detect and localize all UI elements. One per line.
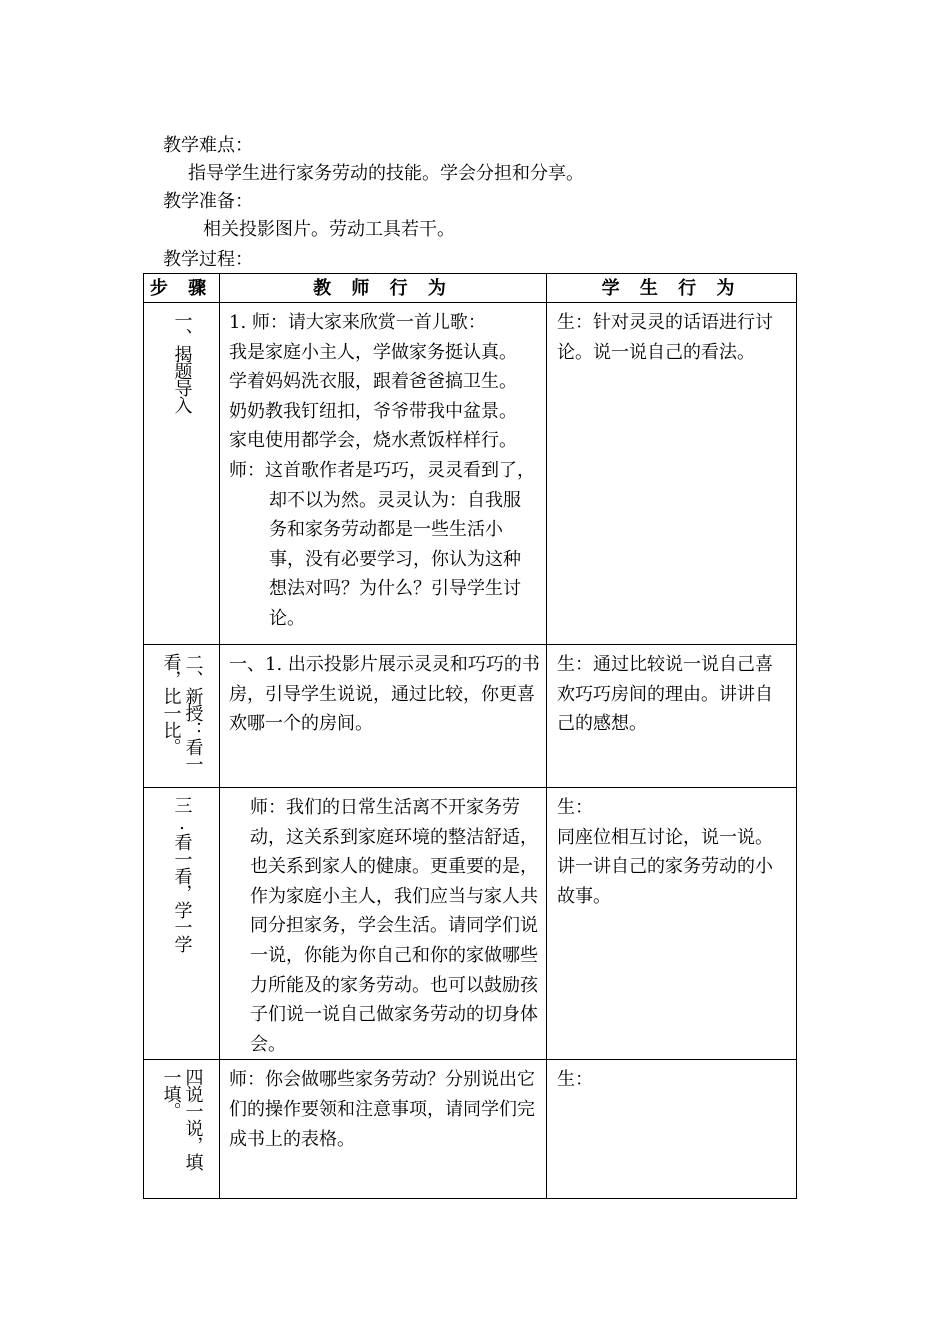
step-label: 三.看一看，学一学 <box>171 796 193 952</box>
teacher-text: 一、1. 出示投影片展示灵灵和巧巧的书房，引导学生说说，通过比较，你更喜欢哪一个的房间。 <box>229 654 540 735</box>
step-label: 四说一说，填一填。 <box>160 1068 204 1171</box>
teacher-line: 事，没有必要学习，你认为这种 <box>269 548 521 570</box>
teacher-text: 师：你会做哪些家务劳动？分别说出它们的操作要领和注意事项，请同学们完成书上的表格。 <box>229 1069 535 1150</box>
student-text: 生：针对灵灵的话语进行讨论。说一说自己的看法。 <box>557 312 773 363</box>
teacher-line: 1. 师：请大家来欣赏一首儿歌： <box>229 312 486 333</box>
difficulty-label: 教学难点： <box>163 135 253 156</box>
teacher-cell <box>220 1060 547 1199</box>
student-text <box>547 788 796 911</box>
teacher-line: 却不以为然。灵灵认为：自我服 <box>269 489 521 511</box>
step-label: 一、揭题导入 <box>171 311 193 413</box>
table-row <box>144 788 797 1060</box>
teacher-line: 师：这首歌作者是巧巧，灵灵看到了， <box>229 459 535 481</box>
table-row <box>144 303 797 645</box>
header-step: 步 骤 <box>144 274 220 303</box>
teacher-cell <box>220 303 547 645</box>
student-body: 同座位相互讨论，说一说。讲一讲自己的家务劳动的小故事。 <box>557 826 773 907</box>
teacher-line: 论。 <box>269 607 305 629</box>
teacher-text: 师：我们的日常生活离不开家务劳动，这关系到家庭环境的整洁舒适，也关系到家人的健康。更重要的是，作为家庭小主人，我们应当与家人共同分担家务，学会生活。请同学们说一说，你能为你自己和你的家做哪些力所能及的家务劳动。也可以鼓励孩子们说一说自己做家务劳动的切身体会。 <box>250 797 538 1055</box>
teacher-line: 奶奶教我钉纽扣，爷爷带我中盆景。 <box>229 400 517 422</box>
teacher-line: 想法对吗？为什么？引导学生讨 <box>269 578 521 600</box>
table-header-row <box>144 274 797 303</box>
student-cell <box>547 788 797 1060</box>
prep-label: 教学准备： <box>163 191 253 212</box>
lesson-process-table <box>143 273 797 1199</box>
teacher-cell <box>220 788 547 1060</box>
student-text: 生： <box>557 1069 593 1091</box>
table-row <box>144 1060 797 1199</box>
teacher-line: 我是家庭小主人，学做家务挺认真。 <box>229 341 517 363</box>
teacher-line: 学着妈妈洗衣服，跟着爸爸搞卫生。 <box>229 371 517 393</box>
step-cell <box>144 788 220 1060</box>
header-student: 学 生 行 为 <box>547 274 797 303</box>
prep-text: 相关投影图片。劳动工具若干。 <box>203 219 455 240</box>
teacher-line: 务和家务劳动都是一些生活小 <box>269 519 503 541</box>
student-label: 生： <box>557 797 593 818</box>
teacher-line: 家电使用都学会，烧水煮饭样样行。 <box>229 430 517 452</box>
table-row <box>144 645 797 788</box>
step-cell <box>144 303 220 645</box>
step-cell <box>144 645 220 788</box>
step-label: 二、新授：看一看，比一比。 <box>160 653 204 772</box>
teacher-text <box>220 303 546 634</box>
step-cell <box>144 1060 220 1199</box>
teacher-cell <box>220 645 547 788</box>
student-text: 生：通过比较说一说自己喜欢巧巧房间的理由。讲讲自己的感想。 <box>557 654 773 735</box>
header-teacher: 教 师 行 为 <box>220 274 547 303</box>
student-cell <box>547 645 797 788</box>
student-cell <box>547 303 797 645</box>
difficulty-text: 指导学生进行家务劳动的技能。学会分担和分享。 <box>188 163 584 184</box>
process-label: 教学过程： <box>163 249 253 270</box>
student-cell <box>547 1060 797 1199</box>
